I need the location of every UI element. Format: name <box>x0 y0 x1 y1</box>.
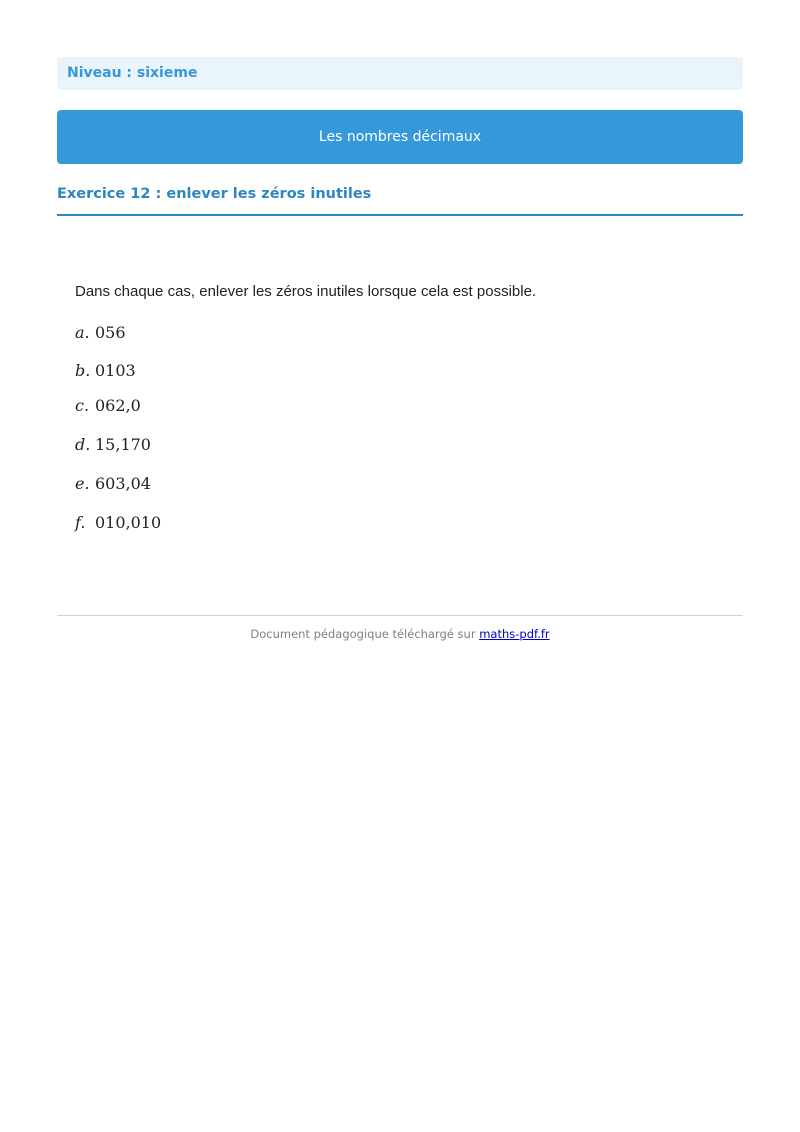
level-label: Niveau : sixieme <box>67 65 198 81</box>
item-letter: a. <box>75 323 90 342</box>
item-value: 603,04 <box>95 474 151 493</box>
exercise-item-c <box>75 396 141 415</box>
level-box <box>57 57 743 90</box>
item-letter: b. <box>75 361 91 380</box>
exercise-title <box>57 186 743 216</box>
item-value: 15,170 <box>95 435 151 454</box>
exercise-item-b <box>75 361 136 380</box>
footer-link[interactable]: maths-pdf.fr <box>479 627 550 641</box>
chapter-title: Les nombres décimaux <box>318 129 482 145</box>
exercise-item-a <box>75 323 126 342</box>
exercise-instruction: Dans chaque cas, enlever les zéros inutiles lorsque cela est possible. <box>75 283 537 300</box>
exercise-item-e <box>75 474 151 493</box>
item-value: 010,010 <box>95 513 162 532</box>
item-letter: d. <box>75 435 91 454</box>
item-letter: f. <box>75 513 86 532</box>
footer <box>57 627 743 641</box>
exercise-item-f <box>75 513 161 532</box>
item-letter: e. <box>75 474 90 493</box>
exercise-title-text: Exercice 12 : enlever les zéros inutiles <box>57 186 372 202</box>
footer-text: Document pédagogique téléchargé sur <box>250 627 480 641</box>
item-value: 062,0 <box>95 396 141 415</box>
chapter-banner <box>57 110 743 164</box>
item-letter: c. <box>75 396 90 415</box>
item-value: 0103 <box>95 361 136 380</box>
exercise-item-d <box>75 435 151 454</box>
item-value: 056 <box>95 323 126 342</box>
footer-divider <box>57 615 743 616</box>
exercise-content <box>75 283 735 532</box>
